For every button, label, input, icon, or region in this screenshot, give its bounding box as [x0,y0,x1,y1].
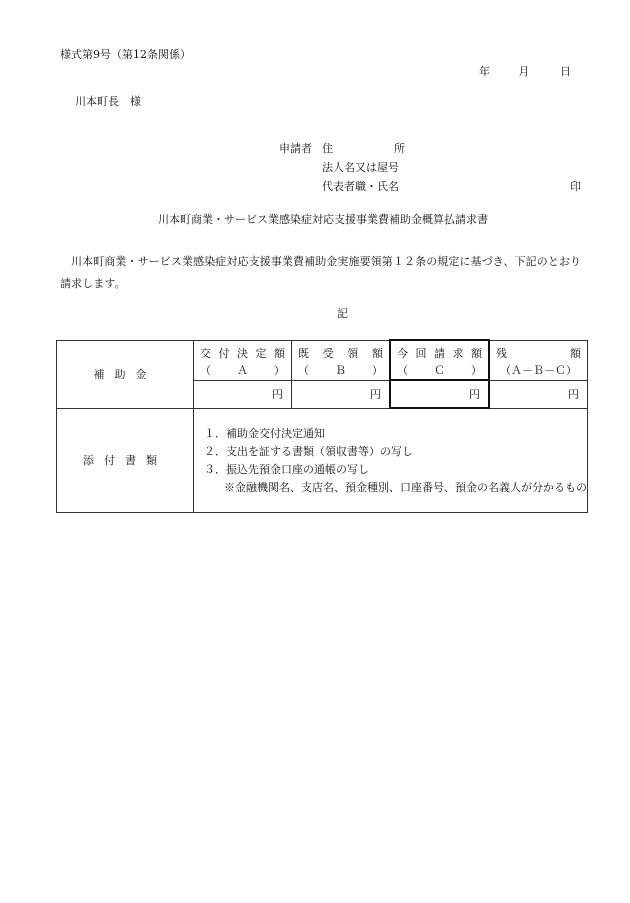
header-col-balance: 残 額 （Ａ－Ｂ－Ｃ） [489,340,588,380]
ki-heading: 記 [337,307,348,320]
address-label-1: 住 [322,142,333,155]
header-col-c: 今 回 請 求 額 （ Ｃ ） [390,340,489,380]
address-label-2: 所 [394,142,405,155]
attachment-item: １．補助金交付決定通知 [204,426,325,440]
corp-name-label: 法人名又は屋号 [322,161,399,174]
date-day: 日 [560,65,571,78]
seal-mark: 印 [570,180,581,193]
attachment-item: ３．振込先預金口座の通帳の写し [204,462,369,476]
document-title: 川本町商業・サービス業感染症対応支援事業費補助金概算払請求書 [158,213,488,226]
subsidy-label: 補助金 [57,340,194,408]
representative-label: 代表者職・氏名 [322,180,399,193]
attachment-note: ※金融機関名、支店名、預金種別、口座番号、預金の名義人が分かるもの [224,480,587,494]
attachment-item: ２．支出を証する書類（領収書等）の写し [204,444,413,458]
subsidy-table [56,339,588,513]
date-year: 年 [479,65,490,78]
form-number: 様式第9号（第12条関係） [60,48,191,61]
attachment-label: 添付書類 [57,408,194,513]
addressee: 川本町長 様 [75,95,141,108]
amount-balance-field[interactable]: 円 [489,380,588,408]
applicant-label: 申請者 [279,142,312,155]
amount-c-field[interactable]: 円 [390,380,489,408]
amount-a-field[interactable]: 円 [194,380,292,408]
header-col-b: 既 受 領 額 （ Ｂ ） [291,340,390,380]
date-line [479,66,571,77]
header-col-a: 交 付 決 定 額 （ Ａ ） [194,340,292,380]
document-body: 川本町商業・サービス業感染症対応支援事業費補助金実施要領第１２条の規定に基づき、下記のとおり請求します。 [60,255,582,290]
attachment-list [194,408,588,513]
amount-b-field[interactable]: 円 [291,380,390,408]
date-month: 月 [518,65,530,78]
